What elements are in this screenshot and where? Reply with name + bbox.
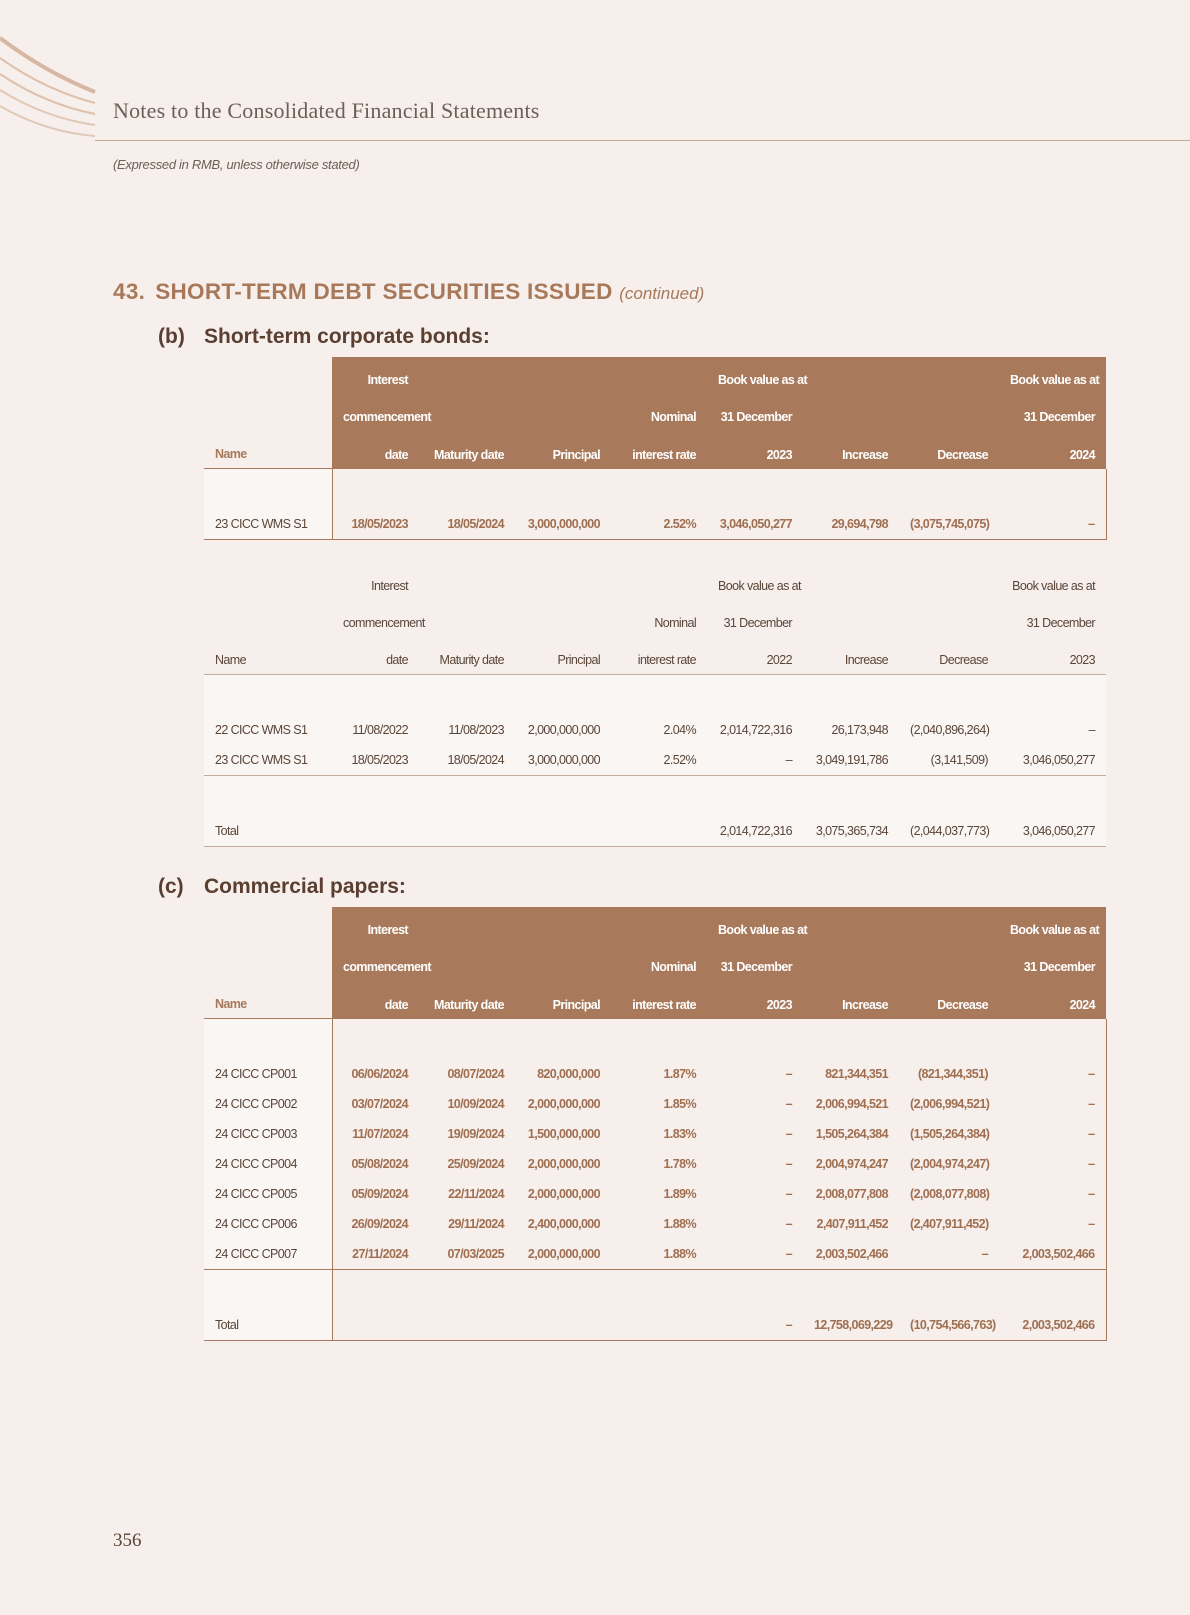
section-title: SHORT-TERM DEBT SECURITIES ISSUED [155,279,613,304]
table-cell: – [707,1059,803,1089]
spacer-row [204,1019,1106,1060]
column-header: Nominal [611,944,707,981]
table-cell: – [999,1119,1106,1149]
header-divider [95,140,1190,141]
spacer-row [204,469,1106,510]
table-cell: – [707,1089,803,1119]
column-header: Interest [332,907,419,944]
table-cell [332,816,419,847]
table-row [204,1119,1106,1149]
table-cell: 2,008,077,808 [803,1179,899,1209]
column-header [803,394,899,431]
table-cell: – [999,1179,1106,1209]
table-cell: 11/07/2024 [332,1119,419,1149]
column-header: commencement [332,394,419,431]
column-header: Name [204,981,332,1019]
spacer-row [204,1270,1106,1311]
table-cell: 27/11/2024 [332,1239,419,1270]
column-header: Book value as at [1012,579,1095,593]
table-cell: 18/05/2024 [419,745,515,776]
column-header [803,600,899,637]
table-cell: 2,000,000,000 [515,1179,611,1209]
subsection-b-title: Short-term corporate bonds: [204,325,490,348]
table-cell: 08/07/2024 [419,1059,515,1089]
column-header: Book value as at [707,357,803,394]
table-cell: 3,049,191,786 [803,745,899,776]
column-header: Increase [803,637,899,675]
column-header [611,563,707,600]
table-cell: (2,044,037,773) [899,816,999,847]
column-header: Interest [371,579,408,593]
table-cell: 1.85% [611,1089,707,1119]
column-header: Principal [515,637,611,675]
table-cell: 1.89% [611,1179,707,1209]
column-header: 2023 [707,431,803,469]
column-header [204,944,332,981]
table-cell: 3,046,050,277 [999,816,1106,847]
column-header: 31 December [999,394,1106,431]
table-cell: 2,003,502,466 [999,1239,1106,1270]
column-header [419,600,515,637]
corner-arcs-decoration [0,0,100,150]
column-header [204,357,332,394]
column-header [803,944,899,981]
table-cell [419,1310,515,1341]
table-cell: (3,075,745,075) [899,509,999,540]
column-header [899,563,999,600]
table-corporate-bonds-2023 [204,563,1106,847]
table-cell: 1.88% [611,1239,707,1270]
table-cell: 11/08/2022 [332,715,419,745]
table-cell [419,816,515,847]
row-label: 24 CICC CP003 [204,1119,332,1149]
table-cell: 1.87% [611,1059,707,1089]
column-header: Principal [515,431,611,469]
table-cell: (2,006,994,521) [899,1089,999,1119]
table-cell: 3,075,365,734 [803,816,899,847]
table-cell: 18/05/2023 [332,509,419,540]
table-cell: 2.04% [611,715,707,745]
table-cell: 3,000,000,000 [515,509,611,540]
spacer-row [204,675,1106,716]
table-row [204,715,1106,745]
table-cell: 2,000,000,000 [515,1089,611,1119]
subsection-c-label: (c) [158,875,184,898]
table-row [204,509,1106,540]
column-header [611,357,707,394]
table-cell: 1,505,264,384 [803,1119,899,1149]
table-cell: 1.78% [611,1149,707,1179]
column-header [419,394,515,431]
column-header: date [332,431,419,469]
column-header: 31 December [999,944,1106,981]
table-row [204,1149,1106,1179]
column-header: 2024 [999,981,1106,1019]
table-cell: – [999,1209,1106,1239]
column-header: commencement [332,944,419,981]
column-header: 2023 [707,981,803,1019]
table-cell: 22/11/2024 [419,1179,515,1209]
table-cell: 2,400,000,000 [515,1209,611,1239]
table-cell: 18/05/2024 [419,509,515,540]
table-cell: 06/06/2024 [332,1059,419,1089]
spacer-row [204,776,1106,817]
table-cell: 2,407,911,452 [803,1209,899,1239]
column-header: 31 December [1026,616,1095,630]
table-cell: – [999,715,1106,745]
row-label: Total [204,1310,332,1341]
column-header [419,563,515,600]
column-header: Maturity date [419,431,515,469]
column-header: 31 December [707,394,803,431]
header-row [204,944,1106,981]
column-header [204,394,332,431]
table-cell: (2,008,077,808) [899,1179,999,1209]
table-cell: 2,000,000,000 [515,715,611,745]
table-cell: 2.52% [611,509,707,540]
table-cell: – [999,509,1106,540]
table-cell [611,1310,707,1341]
table-cell: – [707,745,803,776]
column-header: Maturity date [419,981,515,1019]
table-cell: – [707,1310,803,1341]
column-header [803,563,899,600]
column-header: Name [204,431,332,469]
column-header [803,907,899,944]
column-header: date [332,981,419,1019]
table-row [204,1239,1106,1270]
row-label: 24 CICC CP004 [204,1149,332,1179]
section-heading [113,279,704,305]
table-cell: (2,040,896,264) [899,715,999,745]
column-header: Decrease [899,637,999,675]
header-row [204,431,1106,469]
table-cell: (2,004,974,247) [899,1149,999,1179]
column-header: Interest [332,357,419,394]
row-label: Total [204,816,332,847]
header-row [204,394,1106,431]
column-header [899,944,999,981]
table-cell [332,1310,419,1341]
table-cell: (3,141,509) [899,745,999,776]
table-cell: 26/09/2024 [332,1209,419,1239]
table-corporate-bonds-2024 [204,357,1107,540]
table-cell: – [999,1059,1106,1089]
table-cell: – [999,1149,1106,1179]
table-cell: 10/09/2024 [419,1089,515,1119]
table-cell: 1,500,000,000 [515,1119,611,1149]
page-header-title: Notes to the Consolidated Financial Statements [113,98,540,123]
table-commercial-papers-2024 [204,907,1107,1341]
header-row [204,600,1106,637]
column-header [204,907,332,944]
column-header: 2024 [999,431,1106,469]
table-cell: – [707,1239,803,1270]
column-header: Nominal [611,394,707,431]
table-cell: 2,003,502,466 [999,1310,1106,1341]
table-row [204,1209,1106,1239]
table-cell: – [707,1119,803,1149]
column-header: Book value as at [707,907,803,944]
table-cell: 25/09/2024 [419,1149,515,1179]
table-row [204,1059,1106,1089]
row-label: 24 CICC CP007 [204,1239,332,1270]
section-number: 43. [113,279,146,304]
table-cell: 3,000,000,000 [515,745,611,776]
subsection-c-heading [158,875,406,899]
column-header [204,563,332,600]
table-cell [611,816,707,847]
column-header: Name [204,637,332,675]
column-header: 2023 [999,637,1106,675]
table-cell: 2.52% [611,745,707,776]
total-row [204,816,1106,847]
table-cell: 18/05/2023 [332,745,419,776]
column-header: 31 December [707,944,803,981]
column-header [899,394,999,431]
row-label: 23 CICC WMS S1 [204,745,332,776]
column-header: Increase [803,981,899,1019]
column-header: interest rate [611,981,707,1019]
table-cell: 1.83% [611,1119,707,1149]
column-header [419,907,515,944]
table-cell: 2,000,000,000 [515,1149,611,1179]
table-cell: 29,694,798 [803,509,899,540]
table-cell: 2,000,000,000 [515,1239,611,1270]
row-label: 24 CICC CP005 [204,1179,332,1209]
table-cell: 2,004,974,247 [803,1149,899,1179]
table-row [204,1179,1106,1209]
column-header [419,944,515,981]
table-row [204,745,1106,776]
row-label: 24 CICC CP002 [204,1089,332,1119]
table-cell: 821,344,351 [803,1059,899,1089]
currency-note: (Expressed in RMB, unless otherwise stated) [113,157,360,172]
column-header [611,907,707,944]
table-cell: 05/09/2024 [332,1179,419,1209]
column-header: 31 December [723,616,792,630]
table-cell: 1.88% [611,1209,707,1239]
column-header [515,394,611,431]
column-header: date [332,637,419,675]
table-cell: (10,754,566,763) [899,1310,999,1341]
table-cell: 05/08/2024 [332,1149,419,1179]
row-label: 22 CICC WMS S1 [204,715,332,745]
column-header: Book value as at [718,579,801,593]
table-cell: 3,046,050,277 [999,745,1106,776]
table-cell: – [999,1089,1106,1119]
column-header [515,357,611,394]
table-cell: 820,000,000 [515,1059,611,1089]
column-header [515,600,611,637]
subsection-c-title: Commercial papers: [204,875,406,898]
column-header: Maturity date [419,637,515,675]
table-cell: 2,014,722,316 [707,816,803,847]
column-header: 2022 [707,637,803,675]
table-cell [515,1310,611,1341]
table-cell: 11/08/2023 [419,715,515,745]
column-header [515,563,611,600]
column-header: Nominal [654,616,696,630]
column-header: Principal [515,981,611,1019]
section-continued: (continued) [619,284,705,303]
header-row [204,563,1106,600]
row-label: 24 CICC CP001 [204,1059,332,1089]
table-cell [515,816,611,847]
column-header [419,357,515,394]
table-cell: 26,173,948 [803,715,899,745]
table-cell: 2,006,994,521 [803,1089,899,1119]
header-row [204,637,1106,675]
table-cell: 3,046,050,277 [707,509,803,540]
header-row [204,907,1106,944]
table-cell: 19/09/2024 [419,1119,515,1149]
column-header [899,600,999,637]
table-cell: – [707,1149,803,1179]
table-cell: 03/07/2024 [332,1089,419,1119]
table-row [204,1089,1106,1119]
header-row [204,981,1106,1019]
column-header [803,357,899,394]
table-cell: 07/03/2025 [419,1239,515,1270]
table-cell: 29/11/2024 [419,1209,515,1239]
table-cell: 2,003,502,466 [803,1239,899,1270]
table-cell: – [707,1179,803,1209]
table-cell: – [899,1239,999,1270]
column-header: commencement [343,616,425,630]
column-header [515,944,611,981]
column-header: Book value as at [999,907,1106,944]
subsection-b-heading [158,325,490,349]
column-header: interest rate [611,431,707,469]
column-header: Book value as at [999,357,1106,394]
column-header [899,357,999,394]
column-header: Increase [803,431,899,469]
table-cell: (2,407,911,452) [899,1209,999,1239]
column-header [204,600,332,637]
row-label: 23 CICC WMS S1 [204,509,332,540]
header-row [204,357,1106,394]
table-cell: (821,344,351) [899,1059,999,1089]
table-cell: 2,014,722,316 [707,715,803,745]
column-header: Decrease [899,431,999,469]
table-cell: 12,758,069,229 [803,1310,899,1341]
subsection-b-label: (b) [158,325,185,348]
column-header: Decrease [899,981,999,1019]
row-label: 24 CICC CP006 [204,1209,332,1239]
page-number: 356 [113,1530,142,1551]
column-header: interest rate [611,637,707,675]
table-cell: – [707,1209,803,1239]
column-header [515,907,611,944]
total-row [204,1310,1106,1341]
table-cell: (1,505,264,384) [899,1119,999,1149]
column-header [899,907,999,944]
